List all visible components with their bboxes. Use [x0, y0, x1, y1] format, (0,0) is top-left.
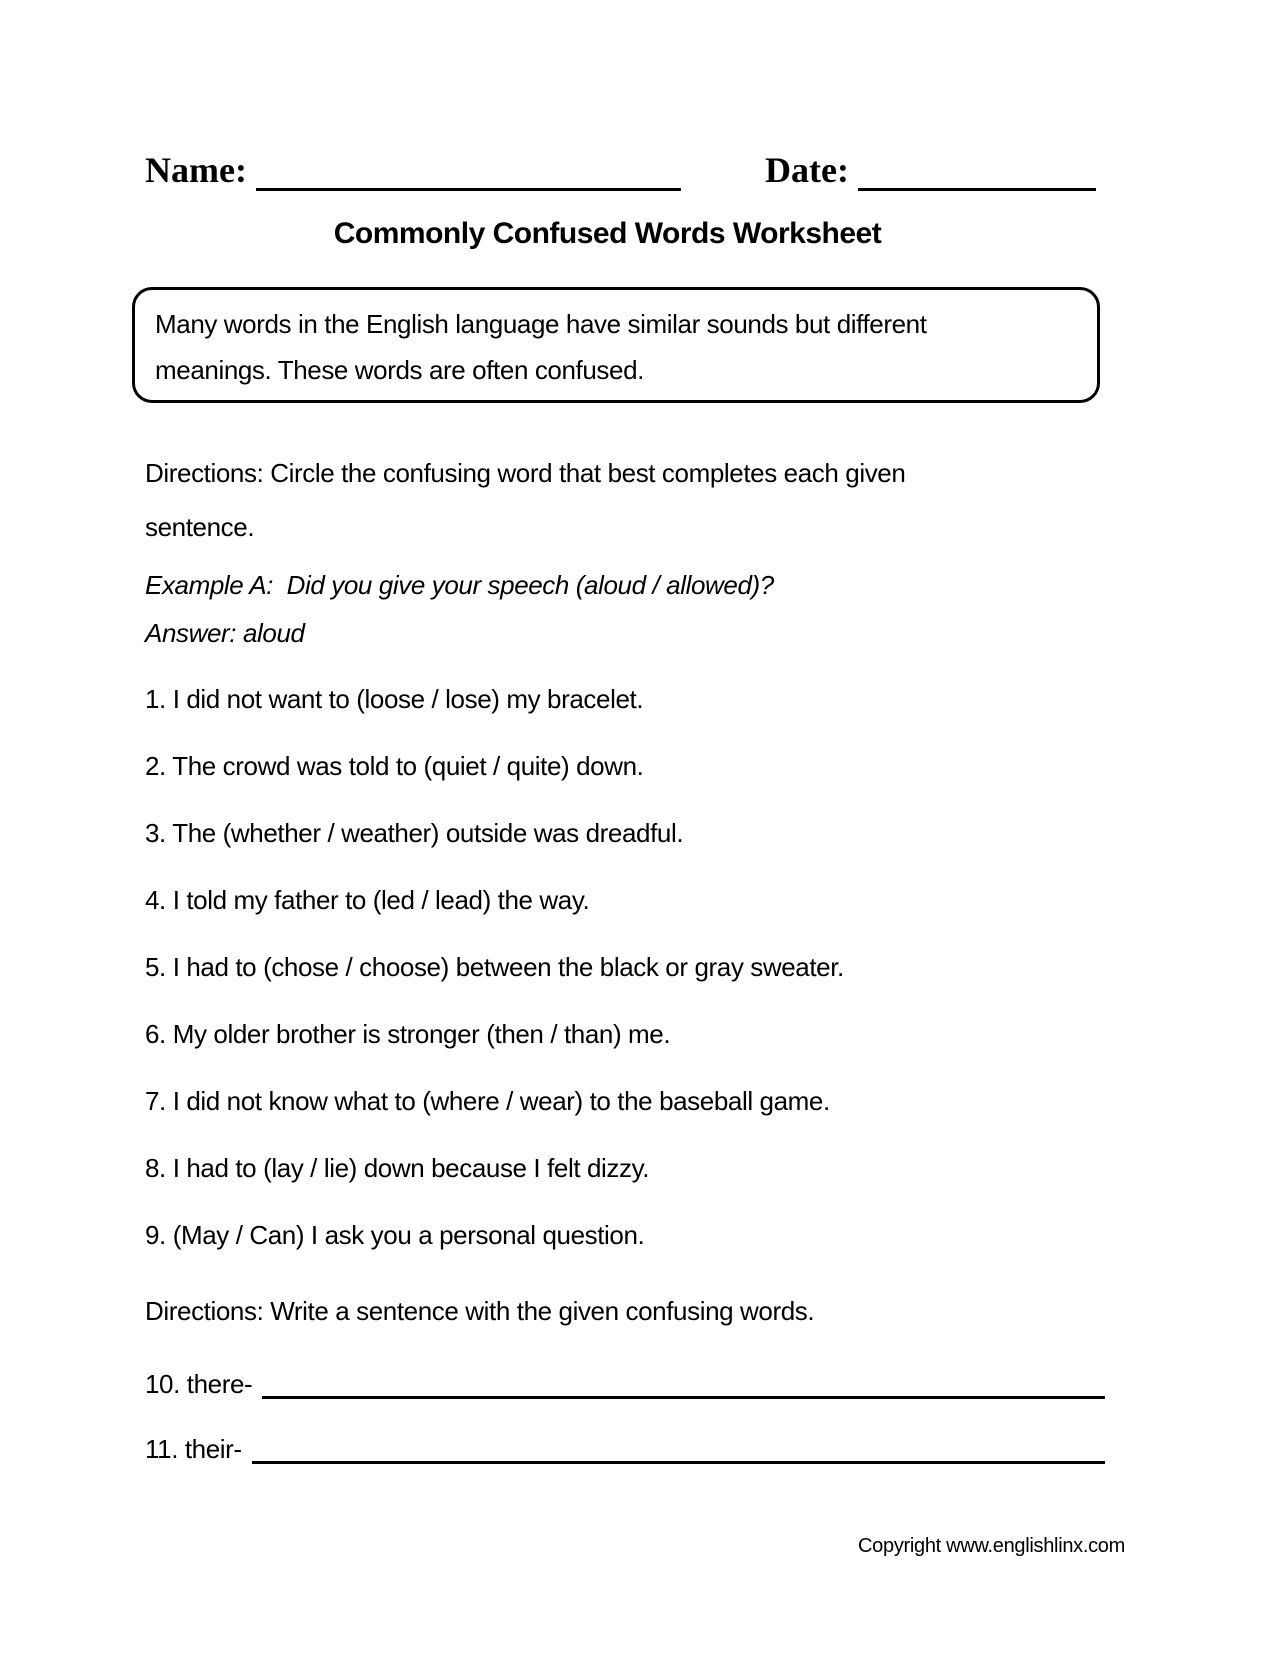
- example-block: [145, 561, 774, 657]
- question-item: 5. I had to (chose / choose) between the black or gray sweater.: [145, 952, 844, 982]
- copyright-text: Copyright www.englishlinx.com: [858, 1535, 1125, 1557]
- page-title: Commonly Confused Words Worksheet: [333, 217, 882, 250]
- example-prompt: Example A: Did you give your speech (aloud / allowed)?: [145, 570, 774, 600]
- question-item: 8. I had to (lay / lie) down because I felt dizzy.: [145, 1153, 650, 1183]
- directions-write: Directions: Write a sentence with the given confusing words.: [145, 1296, 815, 1326]
- date-field-group: [765, 148, 1096, 191]
- directions-circle-line: Directions: Circle the confusing word that best completes each given: [145, 458, 906, 488]
- date-label: Date:: [765, 150, 849, 190]
- write-blank-line: [252, 1417, 1105, 1464]
- write-prompt-row: [145, 1417, 1105, 1482]
- example-answer: Answer: aloud: [145, 618, 305, 648]
- question-item: 1. I did not want to (loose / lose) my bracelet.: [145, 684, 644, 714]
- question-item: 7. I did not know what to (where / wear) to the baseball game.: [145, 1086, 830, 1116]
- question-item: 2. The crowd was told to (quiet / quite) down.: [145, 751, 644, 781]
- write-prompt-label: 10. there-: [145, 1369, 253, 1399]
- date-blank-line: [858, 148, 1096, 191]
- question-item: 6. My older brother is stronger (then / than) me.: [145, 1019, 671, 1049]
- name-field-group: [145, 148, 681, 191]
- name-blank-line: [256, 148, 681, 191]
- question-item: 4. I told my father to (led / lead) the way.: [145, 885, 590, 915]
- intro-text-line: Many words in the English language have similar sounds but different: [155, 309, 927, 339]
- directions-circle-line: sentence.: [145, 512, 255, 542]
- name-label: Name:: [145, 150, 247, 190]
- write-prompt-row: [145, 1352, 1105, 1417]
- intro-text-line: meanings. These words are often confused.: [155, 355, 644, 385]
- question-item: 3. The (whether / weather) outside was dreadful.: [145, 818, 684, 848]
- question-item: 9. (May / Can) I ask you a personal question.: [145, 1220, 645, 1250]
- directions-circle: [145, 446, 905, 554]
- question-list: [145, 666, 844, 1269]
- write-blank-line: [262, 1352, 1105, 1399]
- write-prompt-label: 11. their-: [145, 1434, 242, 1464]
- intro-box: [132, 287, 1100, 403]
